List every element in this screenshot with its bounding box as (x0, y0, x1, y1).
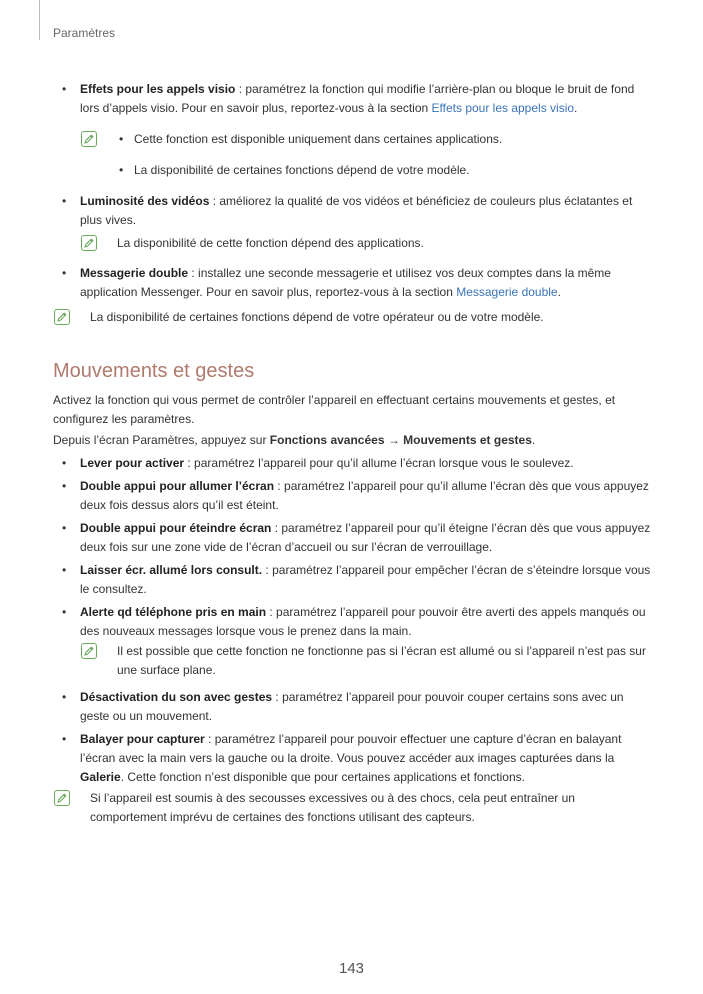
page-content (53, 80, 653, 827)
bullet-messagerie-double: • Messagerie double : installez une seconde messagerie et utilisez vos deux comptes dans la même application Messenger. Pour en savoir plus, reportez-vous à la section Messagerie double. (62, 266, 611, 299)
bullet-double-appui-eteindre: • Double appui pour éteindre écran : paramétrez l’appareil pour qu’il éteigne l’écran dès que vous appuyez deux fois sur une zone vide de l’écran d’accueil ou sur l’écran de verrouillage. (62, 521, 651, 554)
bullet-dot: • (62, 82, 67, 96)
margin-rule (39, 0, 40, 40)
bullet-lever-pour-activer: • Lever pour activer : paramétrez l’appareil pour qu’il allume l’écran lorsque vous le soulevez. (53, 454, 653, 473)
section-heading: Mouvements et gestes (53, 360, 255, 382)
note-block: Il est possible que cette fonction ne fonctionne pas si l’écran est allumé ou si l’appareil n’est pas sur une surface plane. (80, 642, 653, 680)
bullet-dot: • (62, 732, 67, 746)
note-block: Si l’appareil est soumis à des secousses excessives ou à des chocs, cela peut entraîner un comportement imprévu de certaines des fonctions utilisant des capteurs. (53, 789, 653, 827)
bullet-dot: • (62, 194, 67, 208)
bullet-balayer-capturer: • Balayer pour capturer : paramétrez l’appareil pour pouvoir effectuer une capture d’écran en balayant l’écran avec la main vers la gauche ou la droite. Vous pouvez accéder aux images capturées dans la Galerie. Cette fonction n’est disponible que pour certaines applications et fonctions. (62, 732, 622, 784)
note-pencil-icon (81, 131, 97, 147)
bullet-laisser-ecran-allume: • Laisser écr. allumé lors consult. : paramétrez l’appareil pour empêcher l’écran de s’éteindre lorsque vous le consultez. (62, 563, 651, 596)
bullet-dot: • (62, 479, 67, 493)
note-pencil-icon (54, 790, 70, 806)
bullet-effets-appels-visio: • Effets pour les appels visio : paramétrez la fonction qui modifie l’arrière-plan ou bloque le bruit de fond lors d’appels visio. Pour en savoir plus, reportez-vous à la section Effets pour les appels visio. (62, 82, 635, 115)
bullet-dot: • (62, 690, 67, 704)
bullet-dot: • (62, 456, 67, 470)
bullet-double-appui-allumer: • Double appui pour allumer l’écran : paramétrez l’appareil pour qu’il allume l’écran dès que vous appuyez deux fois dessus alors qu’il est éteint. (62, 479, 649, 512)
note-pencil-icon (81, 235, 97, 251)
note-pencil-icon (81, 643, 97, 659)
running-header: Paramètres (53, 26, 116, 40)
section-intro: Activez la fonction qui vous permet de contrôler l’appareil en effectuant certains mouvements et gestes, et configurez les paramètres. (53, 393, 616, 426)
link-effets-appels-visio[interactable]: Effets pour les appels visio (431, 101, 575, 115)
bullet-desactivation-son: • Désactivation du son avec gestes : paramétrez l’appareil pour pouvoir couper certains sons avec un geste ou un mouvement. (62, 690, 624, 723)
note-item: • Cette fonction est disponible uniquement dans certaines applications. (119, 132, 503, 146)
note-block (80, 130, 653, 180)
bullet-alerte-telephone: • Alerte qd téléphone pris en main : paramétrez l’appareil pour pouvoir être averti des appels manqués ou des nouveaux messages lorsque vous le prenez dans la main. (62, 605, 646, 638)
page-number: 143 (338, 960, 365, 977)
bullet-luminosite-videos: • Luminosité des vidéos : améliorez la qualité de vos vidéos et bénéficiez de couleurs plus éclatantes et plus vives. (62, 194, 633, 227)
bullet-dot: • (62, 266, 67, 280)
bullet-dot: • (62, 563, 67, 577)
link-messagerie-double[interactable]: Messagerie double (456, 285, 558, 299)
bullet-dot: • (62, 521, 67, 535)
note-block: La disponibilité de cette fonction dépend des applications. (80, 234, 653, 256)
bullet-dot: • (62, 605, 67, 619)
note-block: La disponibilité de certaines fonctions dépend de votre opérateur ou de votre modèle. (53, 308, 653, 330)
note-item: • La disponibilité de certaines fonctions dépend de votre modèle. (119, 163, 470, 177)
note-pencil-icon (54, 309, 70, 325)
navigation-path: Depuis l’écran Paramètres, appuyez sur Fonctions avancées → Mouvements et gestes. (53, 433, 536, 447)
